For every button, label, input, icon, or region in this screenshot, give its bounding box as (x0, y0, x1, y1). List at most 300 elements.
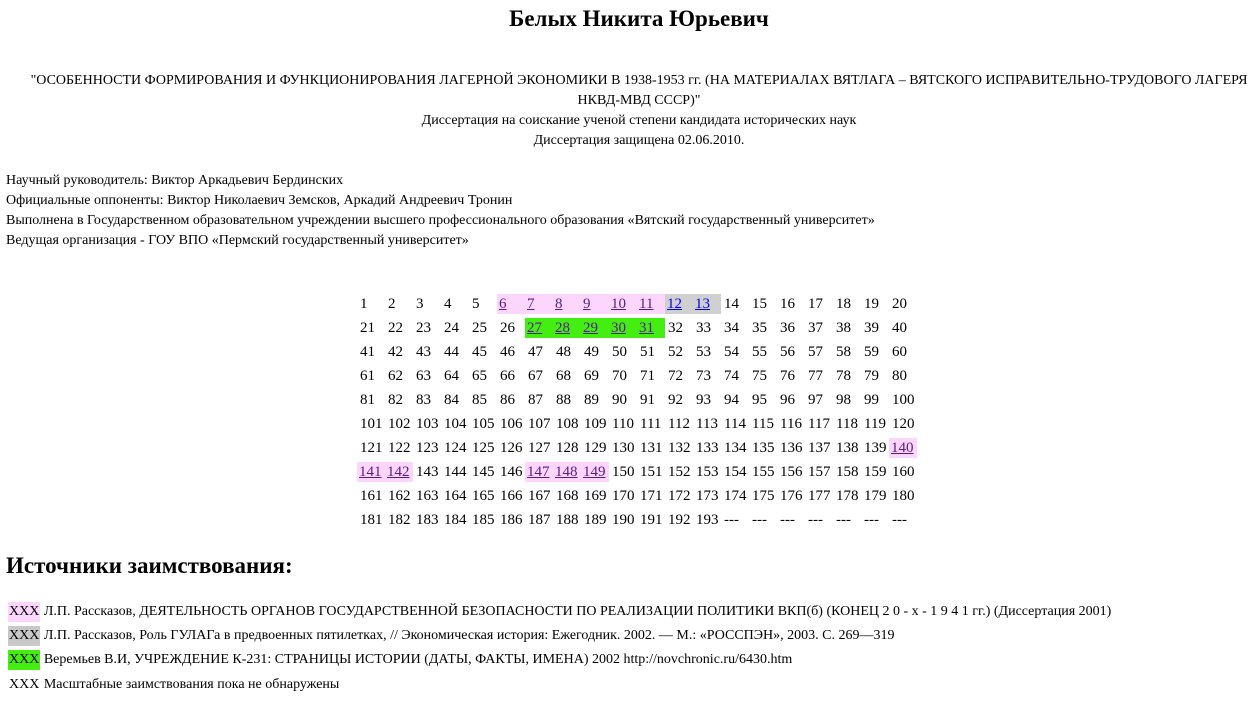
page-number: 179 (864, 488, 887, 504)
page-number-cell (470, 436, 498, 460)
page-number: 136 (780, 440, 803, 456)
page-link[interactable]: 149 (583, 464, 606, 480)
page-number: 124 (444, 440, 467, 456)
page-number: --- (892, 512, 907, 528)
page-number-cell (862, 436, 890, 460)
page-number[interactable] (693, 294, 721, 314)
page-number-cell (498, 316, 526, 340)
page-number-cell (722, 484, 750, 508)
page-link[interactable]: 30 (611, 320, 626, 336)
page-number: 154 (724, 464, 747, 480)
page-link[interactable]: 141 (359, 464, 382, 480)
page-number-cell (442, 508, 470, 532)
page-number-cell (890, 460, 918, 484)
page-number[interactable] (581, 318, 609, 338)
page-number: 123 (416, 440, 439, 456)
page-number-cell (610, 484, 638, 508)
legend-source-text: Веремьев В.И, УЧРЕЖДЕНИЕ К-231: СТРАНИЦЫ ИСТОРИИ (ДАТЫ, ФАКТЫ, ИМЕНА) 2002 http://novchronic.ru/6430.htm (43, 652, 793, 667)
page-number: 57 (808, 344, 823, 360)
page-number: 146 (500, 464, 523, 480)
page-number: 190 (612, 512, 635, 528)
page-number-cell (666, 340, 694, 364)
page-number-cell (778, 388, 806, 412)
page-link[interactable]: 8 (555, 296, 563, 312)
page-link-cell[interactable] (582, 460, 610, 484)
page-number-cell (862, 316, 890, 340)
page-number-cell (470, 292, 498, 316)
page-number-cell (666, 484, 694, 508)
page-number: 4 (444, 296, 452, 312)
page-number: 66 (500, 368, 515, 384)
page-number: 32 (668, 320, 683, 336)
page-link-cell[interactable] (610, 292, 638, 316)
page-number-cell (862, 292, 890, 316)
page-number-cell (638, 508, 666, 532)
page-number: 78 (836, 368, 851, 384)
page-number: 50 (612, 344, 627, 360)
page-placeholder-cell (834, 508, 862, 532)
page-grid (358, 292, 918, 532)
page-number: 16 (780, 296, 795, 312)
page-number-cell (610, 436, 638, 460)
page-grid-row (358, 484, 918, 508)
page-number-cell (470, 340, 498, 364)
page-number-cell (666, 388, 694, 412)
page-grid-row (358, 412, 918, 436)
page-number-cell (862, 340, 890, 364)
page-number: 107 (528, 416, 551, 432)
page-number: 163 (416, 488, 439, 504)
page-number-cell (470, 412, 498, 436)
page-number: 130 (612, 440, 635, 456)
page-number[interactable] (581, 294, 609, 314)
page-number-cell (750, 412, 778, 436)
page-number-cell (610, 412, 638, 436)
page-number: 151 (640, 464, 663, 480)
page-link-cell[interactable] (386, 460, 414, 484)
page-number: 75 (752, 368, 767, 384)
page-number-cell (638, 388, 666, 412)
page-number-cell (834, 436, 862, 460)
page-number-cell (358, 340, 386, 364)
page-link-cell[interactable] (358, 460, 386, 484)
page-number: 88 (556, 392, 571, 408)
page-link[interactable]: 140 (891, 440, 914, 456)
page-number: 175 (752, 488, 775, 504)
page-link-cell[interactable] (526, 292, 554, 316)
page-number-cell (498, 484, 526, 508)
page-link-cell[interactable] (582, 316, 610, 340)
page-number: 36 (780, 320, 795, 336)
page-number-cell (442, 388, 470, 412)
page-number-cell (414, 412, 442, 436)
page-number: 63 (416, 368, 431, 384)
page-number: 64 (444, 368, 459, 384)
page-number: 150 (612, 464, 635, 480)
legend-item (8, 626, 894, 646)
page-number: 118 (836, 416, 858, 432)
page-number: 187 (528, 512, 551, 528)
page-number-cell (750, 340, 778, 364)
page-number-cell (890, 316, 918, 340)
page-number-cell (358, 292, 386, 316)
page-number: 134 (724, 440, 747, 456)
page-number: 101 (360, 416, 383, 432)
page-number-cell (722, 364, 750, 388)
page-number: 54 (724, 344, 739, 360)
page-number-cell (386, 292, 414, 316)
page-number-cell (386, 436, 414, 460)
page-number-cell (834, 460, 862, 484)
page-number-cell (834, 340, 862, 364)
page-number-cell (442, 436, 470, 460)
page-number: 145 (472, 464, 495, 480)
page-number[interactable] (497, 294, 525, 314)
page-number-cell (498, 388, 526, 412)
page-number-cell (722, 460, 750, 484)
page-number-cell (834, 316, 862, 340)
page-number-cell (722, 388, 750, 412)
page-number: 180 (892, 488, 915, 504)
page-number: 42 (388, 344, 403, 360)
legend-source-text: Л.П. Рассказов, ДЕЯТЕЛЬНОСТЬ ОРГАНОВ ГОСУДАРСТВЕННОЙ БЕЗОПАСНОСТИ ПО РЕАЛИЗАЦИИ ПОЛИТИКИ ВКП(б) (КОНЕЦ 2 0 - х - 1 9 4 1 гг.) (Диссертация 2001) (43, 604, 1112, 619)
page-number: 105 (472, 416, 495, 432)
page-number[interactable] (581, 462, 609, 482)
page-placeholder-cell (778, 508, 806, 532)
page-number: 98 (836, 392, 851, 408)
page-number: 133 (696, 440, 719, 456)
page-number-cell (610, 460, 638, 484)
page-link-cell[interactable] (554, 460, 582, 484)
legend-item (8, 650, 792, 670)
page-number[interactable] (553, 294, 581, 314)
page-number: 56 (780, 344, 795, 360)
page-number: 170 (612, 488, 635, 504)
page-number: 189 (584, 512, 607, 528)
page-placeholder-cell (890, 508, 918, 532)
page-grid-row (358, 508, 918, 532)
page-link[interactable]: 29 (583, 320, 598, 336)
page-number-cell (526, 388, 554, 412)
page-number: 60 (892, 344, 907, 360)
page-number-cell (498, 460, 526, 484)
page-number-cell (638, 340, 666, 364)
page-number: 83 (416, 392, 431, 408)
page-number-cell (862, 364, 890, 388)
page-number-cell (442, 292, 470, 316)
page-number: 37 (808, 320, 823, 336)
page-number: 22 (388, 320, 403, 336)
page-link-cell[interactable] (610, 316, 638, 340)
page-number-cell (806, 484, 834, 508)
page-number: 114 (724, 416, 746, 432)
legend-source-text: Масштабные заимствования пока не обнаружены (43, 677, 340, 692)
page-number: 132 (668, 440, 691, 456)
page-number: 106 (500, 416, 523, 432)
page-link-cell[interactable] (554, 292, 582, 316)
page-link[interactable]: 12 (667, 296, 682, 312)
page-number-cell (442, 412, 470, 436)
page-number: 191 (640, 512, 663, 528)
page-number: 161 (360, 488, 383, 504)
page-number-cell (638, 364, 666, 388)
page-number-cell (358, 388, 386, 412)
page-number-cell (806, 388, 834, 412)
page-number: 185 (472, 512, 495, 528)
page-number-cell (722, 316, 750, 340)
page-number-cell (750, 460, 778, 484)
page-number-cell (442, 316, 470, 340)
page-number: 94 (724, 392, 739, 408)
page-number: 1 (360, 296, 368, 312)
page-number-cell (750, 388, 778, 412)
page-number: 77 (808, 368, 823, 384)
page-number: 59 (864, 344, 879, 360)
page-number: 109 (584, 416, 607, 432)
page-number-cell (582, 484, 610, 508)
page-number-cell (414, 460, 442, 484)
page-number-cell (414, 436, 442, 460)
page-number: 67 (528, 368, 543, 384)
page-number-cell (890, 364, 918, 388)
page-link[interactable]: 9 (583, 296, 591, 312)
page-number-cell (862, 460, 890, 484)
page-number-cell (834, 388, 862, 412)
page-number: 181 (360, 512, 383, 528)
page-placeholder-cell (750, 508, 778, 532)
page-number: 100 (892, 392, 915, 408)
page-number: 121 (360, 440, 383, 456)
page-number: 139 (864, 440, 887, 456)
page-link[interactable]: 142 (387, 464, 410, 480)
page-number-cell (638, 436, 666, 460)
page-number[interactable] (637, 294, 665, 314)
page-number: 113 (696, 416, 718, 432)
page-number: 71 (640, 368, 655, 384)
page-number-cell (470, 388, 498, 412)
page-number-cell (498, 436, 526, 460)
page-number: 126 (500, 440, 523, 456)
page-number-cell (554, 340, 582, 364)
page-number[interactable] (609, 294, 637, 314)
page-number-cell (722, 436, 750, 460)
page-number-cell (862, 388, 890, 412)
page-number: 164 (444, 488, 467, 504)
page-number: 34 (724, 320, 739, 336)
page-number-cell (554, 388, 582, 412)
page-number-cell (890, 388, 918, 412)
page-number: 97 (808, 392, 823, 408)
page-link-cell[interactable] (694, 292, 722, 316)
page-number: 73 (696, 368, 711, 384)
page-number: 14 (724, 296, 739, 312)
page-number: 131 (640, 440, 663, 456)
page-number-cell (778, 436, 806, 460)
page-link[interactable]: 13 (695, 296, 710, 312)
page-number: 99 (864, 392, 879, 408)
page-number-cell (582, 508, 610, 532)
page-number: 40 (892, 320, 907, 336)
page-number: 182 (388, 512, 411, 528)
page-number-cell (358, 364, 386, 388)
page-link[interactable]: 147 (527, 464, 550, 480)
page-number-cell (694, 412, 722, 436)
page-link[interactable]: 28 (555, 320, 570, 336)
page-number-cell (442, 484, 470, 508)
page-number: 87 (528, 392, 543, 408)
page-number: 82 (388, 392, 403, 408)
page-number: 192 (668, 512, 691, 528)
page-link[interactable]: 31 (639, 320, 654, 336)
page-number-cell (414, 340, 442, 364)
page-number-cell (358, 508, 386, 532)
page-link-cell[interactable] (638, 316, 666, 340)
page-number: 103 (416, 416, 439, 432)
page-number-cell (666, 412, 694, 436)
page-number: 188 (556, 512, 579, 528)
page-number-cell (470, 460, 498, 484)
page-number: 183 (416, 512, 439, 528)
page-grid-row (358, 364, 918, 388)
page-number: 176 (780, 488, 803, 504)
page-number: 15 (752, 296, 767, 312)
page-number: 62 (388, 368, 403, 384)
page-link[interactable]: 10 (611, 296, 626, 312)
page-link[interactable]: 27 (527, 320, 542, 336)
page-number-cell (666, 436, 694, 460)
page-number[interactable] (553, 462, 581, 482)
page-link[interactable]: 11 (639, 296, 654, 312)
page-number: 153 (696, 464, 719, 480)
page-number-cell (414, 316, 442, 340)
page-number: 47 (528, 344, 543, 360)
page-number[interactable] (609, 318, 637, 338)
page-number-cell (750, 316, 778, 340)
page-number-cell (722, 292, 750, 316)
page-number: 162 (388, 488, 411, 504)
page-number-cell (526, 484, 554, 508)
page-number-cell (610, 388, 638, 412)
page-link[interactable]: 148 (555, 464, 578, 480)
page-number: 102 (388, 416, 411, 432)
page-number[interactable] (385, 462, 413, 482)
page-number: 93 (696, 392, 711, 408)
page-number-cell (750, 484, 778, 508)
page-grid-row (358, 436, 918, 460)
page-number: 85 (472, 392, 487, 408)
page-number: 112 (668, 416, 690, 432)
page-number-cell (414, 508, 442, 532)
page-number-cell (470, 364, 498, 388)
page-number: 143 (416, 464, 439, 480)
page-number: 129 (584, 440, 607, 456)
page-number-cell (386, 484, 414, 508)
page-number-cell (778, 412, 806, 436)
page-number: 48 (556, 344, 571, 360)
page-number: 35 (752, 320, 767, 336)
page-number: 89 (584, 392, 599, 408)
page-number: --- (780, 512, 795, 528)
page-number[interactable] (525, 294, 553, 314)
opponents-line: Официальные оппоненты: Виктор Николаевич Земсков, Аркадий Андреевич Тронин (6, 193, 513, 208)
page-link[interactable]: 7 (527, 296, 535, 312)
page-number: 120 (892, 416, 915, 432)
sources-heading: Источники заимствования: (6, 553, 293, 578)
page-number-cell (750, 364, 778, 388)
page-link-cell[interactable] (582, 292, 610, 316)
page-number-cell (386, 412, 414, 436)
page-number[interactable] (525, 318, 553, 338)
page-number[interactable] (637, 318, 665, 338)
legend-item (8, 675, 339, 695)
page-link-cell[interactable] (526, 460, 554, 484)
page-number-cell (610, 508, 638, 532)
page-grid-row (358, 388, 918, 412)
page-number: 2 (388, 296, 396, 312)
page-number-cell (358, 316, 386, 340)
page-number: --- (836, 512, 851, 528)
page-number: 122 (388, 440, 411, 456)
page-number: 137 (808, 440, 831, 456)
page-number[interactable] (889, 438, 917, 458)
page-number: 61 (360, 368, 375, 384)
page-number: --- (864, 512, 879, 528)
page-number-cell (526, 340, 554, 364)
page-number: 169 (584, 488, 607, 504)
page-number[interactable] (553, 318, 581, 338)
page-number-cell (386, 340, 414, 364)
page-number-cell (806, 292, 834, 316)
page-placeholder-cell (722, 508, 750, 532)
page-number[interactable] (357, 462, 385, 482)
page-number: 45 (472, 344, 487, 360)
page-number-cell (778, 292, 806, 316)
page-number: 33 (696, 320, 711, 336)
page-link-cell[interactable] (890, 436, 918, 460)
page-number-cell (778, 460, 806, 484)
page-link-cell[interactable] (498, 292, 526, 316)
page-link-cell[interactable] (526, 316, 554, 340)
page-link-cell[interactable] (554, 316, 582, 340)
page-number: 65 (472, 368, 487, 384)
page-number: 21 (360, 320, 375, 336)
page-number-cell (666, 364, 694, 388)
legend-swatch-none: XXX (9, 677, 40, 692)
page-grid-row (358, 340, 918, 364)
page-number: 43 (416, 344, 431, 360)
page-number-cell (778, 484, 806, 508)
page-number-cell (470, 316, 498, 340)
page-number[interactable] (525, 462, 553, 482)
page-number: 111 (640, 416, 662, 432)
page-link-cell[interactable] (666, 292, 694, 316)
page-number: 55 (752, 344, 767, 360)
page-number-cell (694, 484, 722, 508)
page-link-cell[interactable] (638, 292, 666, 316)
page-number: 70 (612, 368, 627, 384)
page-number-cell (358, 436, 386, 460)
page-number[interactable] (665, 294, 693, 314)
page-number: 81 (360, 392, 375, 408)
page-number-cell (498, 508, 526, 532)
page-number-cell (554, 412, 582, 436)
page-link[interactable]: 6 (499, 296, 507, 312)
page-number-cell (582, 436, 610, 460)
page-number: 84 (444, 392, 459, 408)
page-number-cell (554, 364, 582, 388)
page-number: 172 (668, 488, 691, 504)
page-number-cell (414, 484, 442, 508)
